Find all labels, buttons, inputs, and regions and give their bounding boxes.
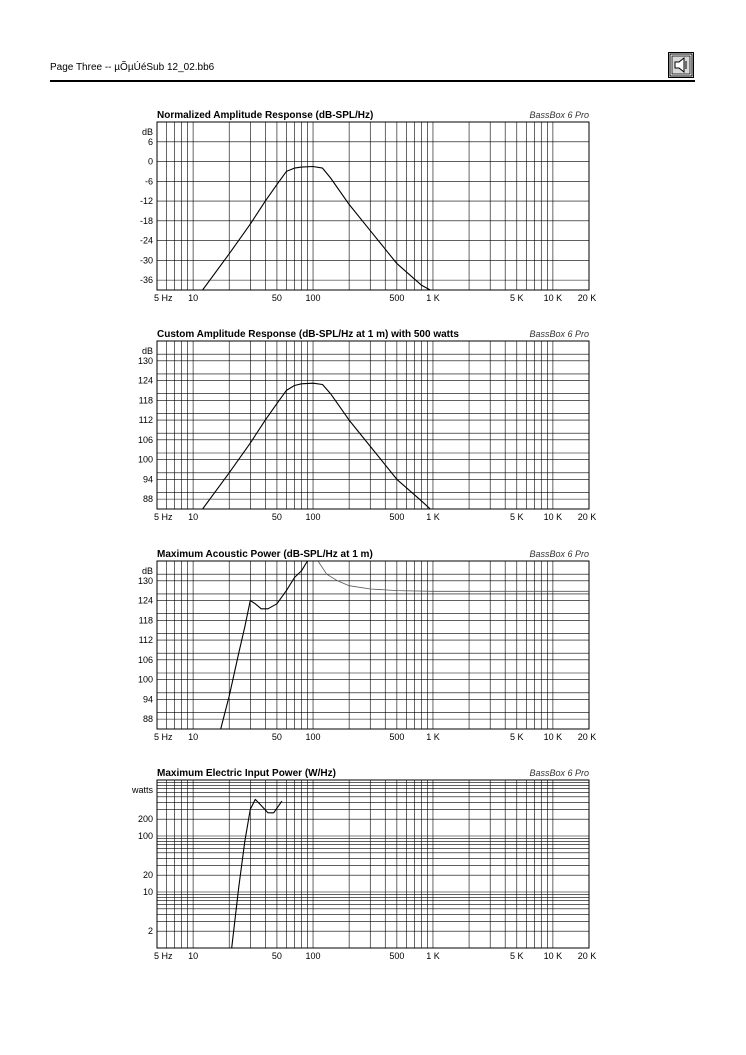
y-tick-label: 130 bbox=[137, 355, 153, 366]
x-tick-label: 500 bbox=[389, 951, 405, 961]
x-tick-label: 5 K bbox=[510, 951, 524, 961]
x-tick-label: 100 bbox=[305, 512, 321, 522]
y-tick-label: 10 bbox=[142, 887, 153, 897]
x-tick-label: 20 K bbox=[577, 951, 597, 961]
x-tick-label: 20 K bbox=[577, 512, 597, 522]
x-tick-label: 50 bbox=[271, 512, 282, 522]
page-header-title: Page Three -- µÕµÚéSub 12_02.bb6 bbox=[50, 62, 215, 73]
x-tick-label: 5 K bbox=[510, 512, 524, 522]
brand-label: BassBox 6 Pro bbox=[529, 329, 589, 339]
x-tick-label: 1 K bbox=[426, 732, 440, 742]
x-tick-label: 10 K bbox=[543, 512, 563, 522]
x-tick-label: 10 bbox=[188, 951, 199, 961]
chart-1 bbox=[140, 110, 596, 303]
y-tick-label: -36 bbox=[139, 275, 153, 286]
y-tick-label: 100 bbox=[137, 674, 153, 685]
chart-title: Maximum Acoustic Power (dB-SPL/Hz at 1 m) bbox=[157, 549, 373, 560]
y-axis-unit-label: dB bbox=[141, 566, 153, 576]
y-tick-label: -24 bbox=[139, 235, 153, 246]
chart-title: Custom Amplitude Response (dB-SPL/Hz at 1 m) with 500 watts bbox=[157, 329, 459, 340]
x-tick-label: 500 bbox=[389, 512, 405, 522]
plot-frame bbox=[157, 561, 589, 729]
y-tick-label: -12 bbox=[139, 196, 153, 207]
x-tick-label: 5 Hz bbox=[154, 732, 173, 742]
x-tick-label: 100 bbox=[305, 951, 321, 961]
y-tick-label: 106 bbox=[137, 654, 153, 665]
x-tick-label: 10 bbox=[188, 293, 199, 303]
chart-2 bbox=[138, 329, 596, 522]
y-tick-label: 0 bbox=[147, 156, 153, 167]
y-tick-label: 6 bbox=[147, 136, 153, 147]
y-tick-label: 200 bbox=[137, 814, 153, 825]
brand-label: BassBox 6 Pro bbox=[529, 110, 589, 120]
y-tick-label: 124 bbox=[137, 595, 153, 606]
y-tick-label: -6 bbox=[144, 176, 153, 187]
x-tick-label: 1 K bbox=[426, 293, 440, 303]
x-tick-label: 50 bbox=[271, 951, 282, 961]
x-tick-label: 10 bbox=[188, 512, 199, 522]
plot-frame bbox=[157, 341, 589, 509]
x-tick-label: 10 K bbox=[543, 293, 563, 303]
x-tick-label: 5 Hz bbox=[154, 951, 173, 961]
y-tick-label: 100 bbox=[137, 831, 153, 841]
y-tick-label: 88 bbox=[142, 714, 153, 725]
x-tick-label: 500 bbox=[389, 293, 405, 303]
y-tick-label: 112 bbox=[138, 635, 153, 646]
y-tick-label: 94 bbox=[142, 694, 153, 705]
x-tick-label: 10 K bbox=[543, 951, 563, 961]
x-tick-label: 5 K bbox=[510, 293, 524, 303]
x-tick-label: 5 K bbox=[510, 732, 524, 742]
chart-3 bbox=[138, 549, 596, 742]
plot-frame bbox=[157, 122, 589, 290]
y-tick-label: 100 bbox=[137, 454, 153, 465]
y-tick-label: 94 bbox=[142, 474, 153, 485]
x-tick-label: 20 K bbox=[577, 293, 597, 303]
x-tick-label: 10 K bbox=[543, 732, 563, 742]
brand-label: BassBox 6 Pro bbox=[529, 549, 589, 559]
y-tick-label: 124 bbox=[137, 375, 153, 386]
chart-4 bbox=[131, 768, 596, 961]
x-tick-label: 10 bbox=[188, 732, 199, 742]
y-tick-label: 106 bbox=[137, 434, 153, 445]
x-tick-label: 20 K bbox=[577, 732, 597, 742]
y-tick-label: 130 bbox=[137, 575, 153, 586]
y-tick-label: 118 bbox=[138, 615, 153, 626]
y-tick-label: 20 bbox=[142, 870, 153, 881]
x-tick-label: 50 bbox=[271, 293, 282, 303]
brand-label: BassBox 6 Pro bbox=[529, 768, 589, 778]
x-tick-label: 100 bbox=[305, 732, 321, 742]
x-tick-label: 5 Hz bbox=[154, 293, 173, 303]
chart-title: Maximum Electric Input Power (W/Hz) bbox=[157, 768, 336, 779]
x-tick-label: 5 Hz bbox=[154, 512, 173, 522]
y-tick-label: 112 bbox=[138, 415, 153, 426]
x-tick-label: 100 bbox=[305, 293, 321, 303]
plot-frame bbox=[157, 780, 589, 948]
y-tick-label: -30 bbox=[139, 255, 153, 266]
y-tick-label: -18 bbox=[139, 215, 153, 226]
x-tick-label: 500 bbox=[389, 732, 405, 742]
y-tick-label: 88 bbox=[142, 494, 153, 505]
x-tick-label: 1 K bbox=[426, 951, 440, 961]
chart-title: Normalized Amplitude Response (dB-SPL/Hz) bbox=[157, 110, 374, 121]
y-axis-unit-label: dB bbox=[141, 346, 153, 356]
y-axis-unit-label: watts bbox=[131, 785, 153, 795]
x-tick-label: 50 bbox=[271, 732, 282, 742]
y-axis-unit-label: dB bbox=[141, 127, 153, 137]
x-tick-label: 1 K bbox=[426, 512, 440, 522]
y-tick-label: 2 bbox=[147, 926, 153, 937]
y-tick-label: 118 bbox=[138, 395, 153, 406]
